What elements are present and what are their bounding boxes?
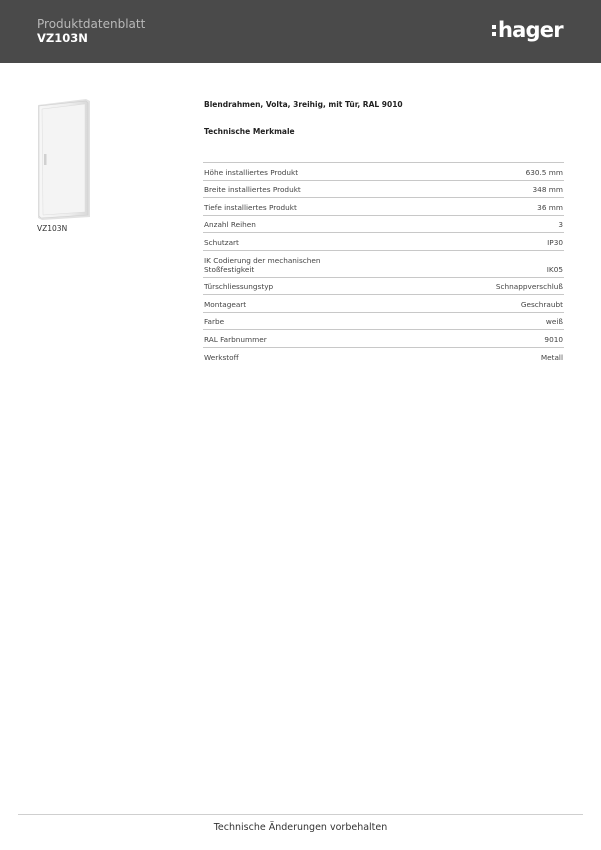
spec-row — [203, 348, 564, 366]
spec-label-line: Stoßfestigkeit — [204, 264, 255, 274]
image-caption: VZ103N — [37, 224, 68, 233]
spec-value: Metall — [540, 353, 563, 362]
spec-row — [203, 216, 564, 234]
spec-value: Schnappverschluß — [495, 282, 563, 291]
spec-label: Höhe installiertes Produkt — [204, 167, 299, 177]
spec-row — [203, 251, 564, 278]
spec-row — [203, 313, 564, 331]
spec-label: RAL Farbnummer — [204, 334, 267, 344]
footer-note: Technische Änderungen vorbehalten — [213, 822, 388, 833]
spec-label: Montageart — [204, 299, 247, 309]
spec-table — [203, 162, 564, 365]
spec-label — [204, 256, 321, 274]
spec-label: Schutzart — [204, 237, 239, 247]
spec-label: Türschliessungstyp — [204, 282, 274, 291]
spec-value: 9010 — [544, 334, 563, 344]
spec-label: Breite installiertes Produkt — [204, 185, 301, 194]
spec-value: IK05 — [546, 264, 563, 274]
spec-value: 3 — [558, 220, 563, 229]
spec-row — [203, 295, 564, 313]
section-title: Technische Merkmale — [204, 127, 295, 136]
hager-logo — [492, 18, 563, 42]
spec-value: 630.5 mm — [525, 167, 563, 177]
spec-label: Werkstoff — [204, 353, 239, 362]
product-title: Blendrahmen, Volta, 3reihig, mit Tür, RAL 9010 — [204, 100, 403, 109]
spec-value: IP30 — [547, 237, 563, 247]
product-image — [36, 99, 90, 220]
spec-row — [203, 278, 564, 296]
logo-text: hager — [498, 18, 563, 42]
spec-label: Farbe — [204, 317, 225, 326]
logo-colon-icon — [492, 20, 496, 40]
header-bar — [0, 0, 601, 63]
spec-row — [203, 181, 564, 199]
spec-row — [203, 198, 564, 216]
spec-value: Geschraubt — [520, 299, 563, 309]
spec-row — [203, 163, 564, 181]
spec-row — [203, 233, 564, 251]
spec-label: Tiefe installiertes Produkt — [204, 202, 297, 212]
spec-value: weiß — [545, 317, 563, 326]
spec-row — [203, 330, 564, 348]
spec-label-line: IK Codierung der mechanischen — [204, 255, 321, 265]
product-code: VZ103N — [37, 31, 88, 45]
document-type-label: Produktdatenblatt — [37, 17, 146, 31]
spec-value: 348 mm — [532, 185, 563, 194]
spec-value: 36 mm — [537, 202, 563, 212]
footer-divider — [18, 814, 583, 815]
spec-label: Anzahl Reihen — [204, 220, 256, 229]
